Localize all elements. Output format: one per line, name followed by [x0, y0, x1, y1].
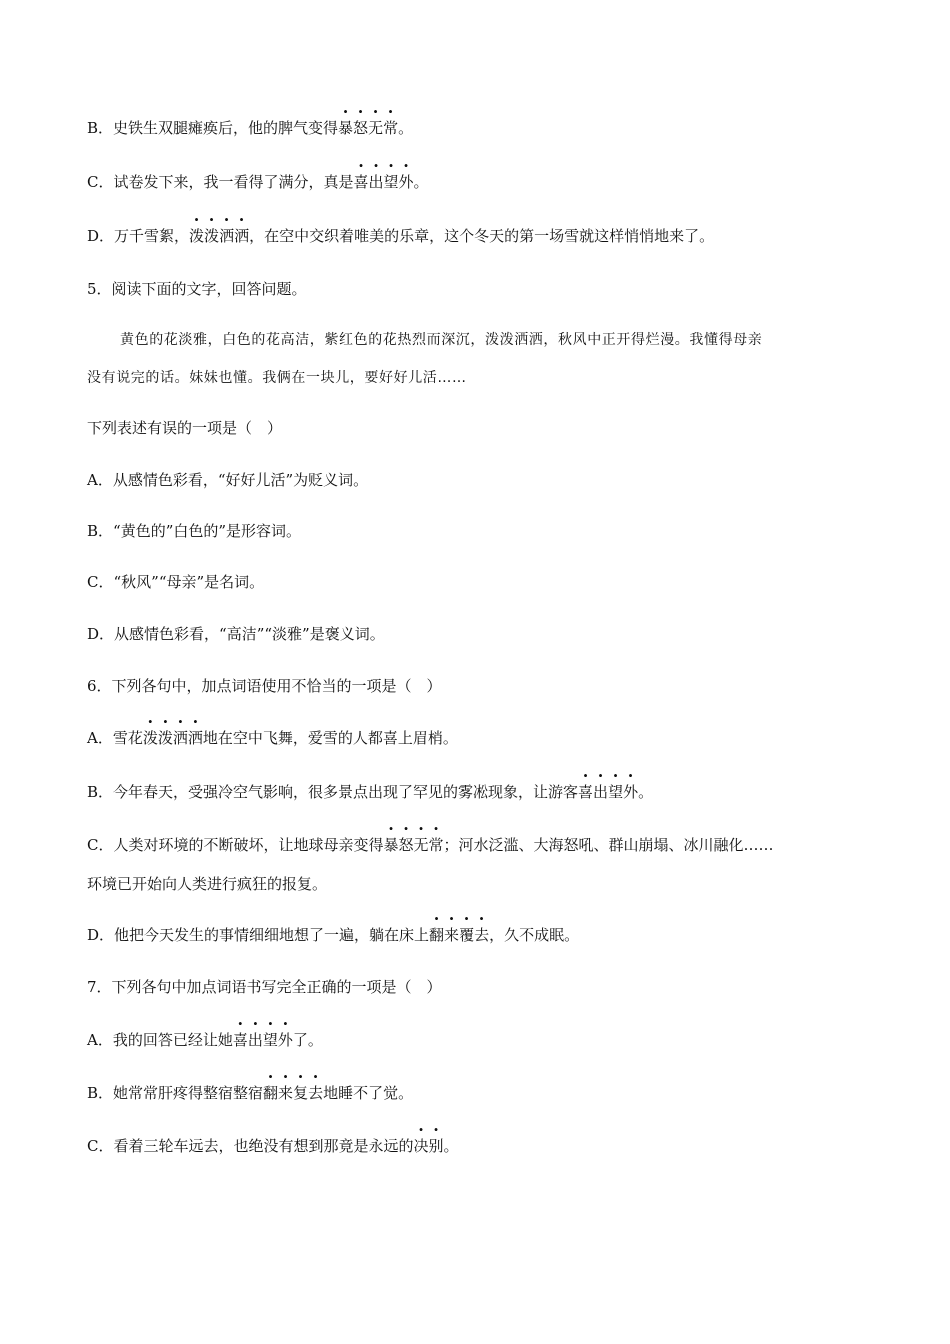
- emphasized-char: 常: [428, 836, 444, 854]
- emphasized-char: 望: [383, 173, 399, 191]
- emphasized-char: 来: [278, 1084, 294, 1102]
- q5-option-a: A．从感情色彩看，“好好儿活”为贬义词。: [87, 471, 369, 489]
- emphasized-char: 泼: [204, 227, 220, 245]
- q5-passage-line-2: 没有说完的话。妹妹也懂。我俩在一块儿，要好好儿活……: [87, 370, 467, 386]
- q6-option-c: C．人类对环境的不断破坏，让地球母亲变得暴怒无常；河水泛滥、大海怒吼、群山崩塌、冰川融化……: [87, 836, 774, 854]
- emphasized-char: 外: [277, 1031, 293, 1049]
- emphasized-char: 怒: [398, 836, 414, 854]
- emphasized-word: [383, 836, 443, 854]
- q6-stem: 6．下列各句中，加点词语使用不恰当的一项是（ ）: [87, 677, 442, 695]
- q4-option-d: D．万千雪絮，泼泼洒洒，在空中交织着唯美的乐章，这个冬天的第一场雪就这样悄悄地来了。: [87, 227, 715, 245]
- q7-option-b: B．她常常肝疼得整宿整宿翻来复去地睡不了觉。: [87, 1084, 414, 1102]
- emphasized-char: 洒: [234, 227, 250, 245]
- q5-question: 下列表述有误的一项是（ ）: [87, 419, 283, 437]
- emphasized-word: [353, 173, 413, 191]
- q5-option-b: B．“黄色的”白色的”是形容词。: [87, 522, 302, 540]
- emphasized-word: [263, 1084, 323, 1102]
- emphasized-char: 喜: [353, 173, 369, 191]
- emphasized-word: [429, 926, 489, 944]
- emphasized-char: 洒: [219, 227, 235, 245]
- emphasized-char: 暴: [338, 119, 354, 137]
- emphasized-char: 泼: [142, 729, 158, 747]
- emphasized-char: 喜: [232, 1031, 248, 1049]
- emphasized-char: 望: [262, 1031, 278, 1049]
- emphasized-char: 出: [368, 173, 384, 191]
- emphasized-char: 去: [308, 1084, 324, 1102]
- emphasized-char: 翻: [263, 1084, 279, 1102]
- emphasized-char: 外: [398, 173, 414, 191]
- q5-passage-line-1: 黄色的花淡雅，白色的花高洁，紫红色的花热烈而深沉，泼泼洒洒，秋风中正开得烂漫。我懂得母亲: [120, 332, 763, 348]
- emphasized-char: 暴: [383, 836, 399, 854]
- emphasized-word: [578, 783, 638, 801]
- emphasized-char: 无: [413, 836, 429, 854]
- q7-option-a: A．我的回答已经让她喜出望外了。: [87, 1031, 323, 1049]
- emphasized-char: 决: [413, 1137, 429, 1155]
- emphasized-char: 覆: [459, 926, 475, 944]
- q6-option-c-continued: 环境已开始向人类进行疯狂的报复。: [87, 875, 328, 893]
- q6-option-d: D．他把今天发生的事情细细地想了一遍，躺在床上翻来覆去，久不成眠。: [87, 926, 580, 944]
- emphasized-char: 别: [428, 1137, 444, 1155]
- emphasized-char: 望: [608, 783, 624, 801]
- emphasized-word: [233, 1031, 293, 1049]
- emphasized-char: 喜: [578, 783, 594, 801]
- emphasized-char: 怒: [353, 119, 369, 137]
- emphasized-word: [143, 729, 203, 747]
- emphasized-char: 去: [474, 926, 490, 944]
- q6-option-a: A．雪花泼泼洒洒地在空中飞舞，爱雪的人都喜上眉梢。: [87, 729, 458, 747]
- emphasized-char: 复: [293, 1084, 309, 1102]
- emphasized-char: 无: [368, 119, 384, 137]
- emphasized-char: 出: [593, 783, 609, 801]
- emphasized-char: 常: [383, 119, 399, 137]
- emphasized-char: 出: [247, 1031, 263, 1049]
- emphasized-char: 泼: [189, 227, 205, 245]
- q4-option-b: B．史铁生双腿瘫痪后，他的脾气变得暴怒无常。: [87, 119, 414, 137]
- q5-option-c: C．“秋风”“母亲”是名词。: [87, 573, 265, 591]
- q5-stem: 5．阅读下面的文字，回答问题。: [87, 280, 307, 298]
- emphasized-char: 洒: [187, 729, 203, 747]
- emphasized-word: [338, 119, 398, 137]
- q5-option-d: D．从感情色彩看，“高洁”“淡雅”是褒义词。: [87, 625, 385, 643]
- emphasized-char: 翻: [429, 926, 445, 944]
- emphasized-word: [189, 227, 249, 245]
- emphasized-char: 外: [623, 783, 639, 801]
- q7-stem: 7．下列各句中加点词语书写完全正确的一项是（ ）: [87, 978, 442, 996]
- q7-option-c: C．看着三轮车远去，也绝没有想到那竟是永远的决别。: [87, 1137, 459, 1155]
- emphasized-word: [413, 1137, 443, 1155]
- emphasized-char: 洒: [172, 729, 188, 747]
- emphasized-char: 来: [444, 926, 460, 944]
- q6-option-b: B．今年春天，受强冷空气影响，很多景点出现了罕见的雾凇现象，让游客喜出望外。: [87, 783, 654, 801]
- q4-option-c: C．试卷发下来，我一看得了满分，真是喜出望外。: [87, 173, 429, 191]
- emphasized-char: 泼: [157, 729, 173, 747]
